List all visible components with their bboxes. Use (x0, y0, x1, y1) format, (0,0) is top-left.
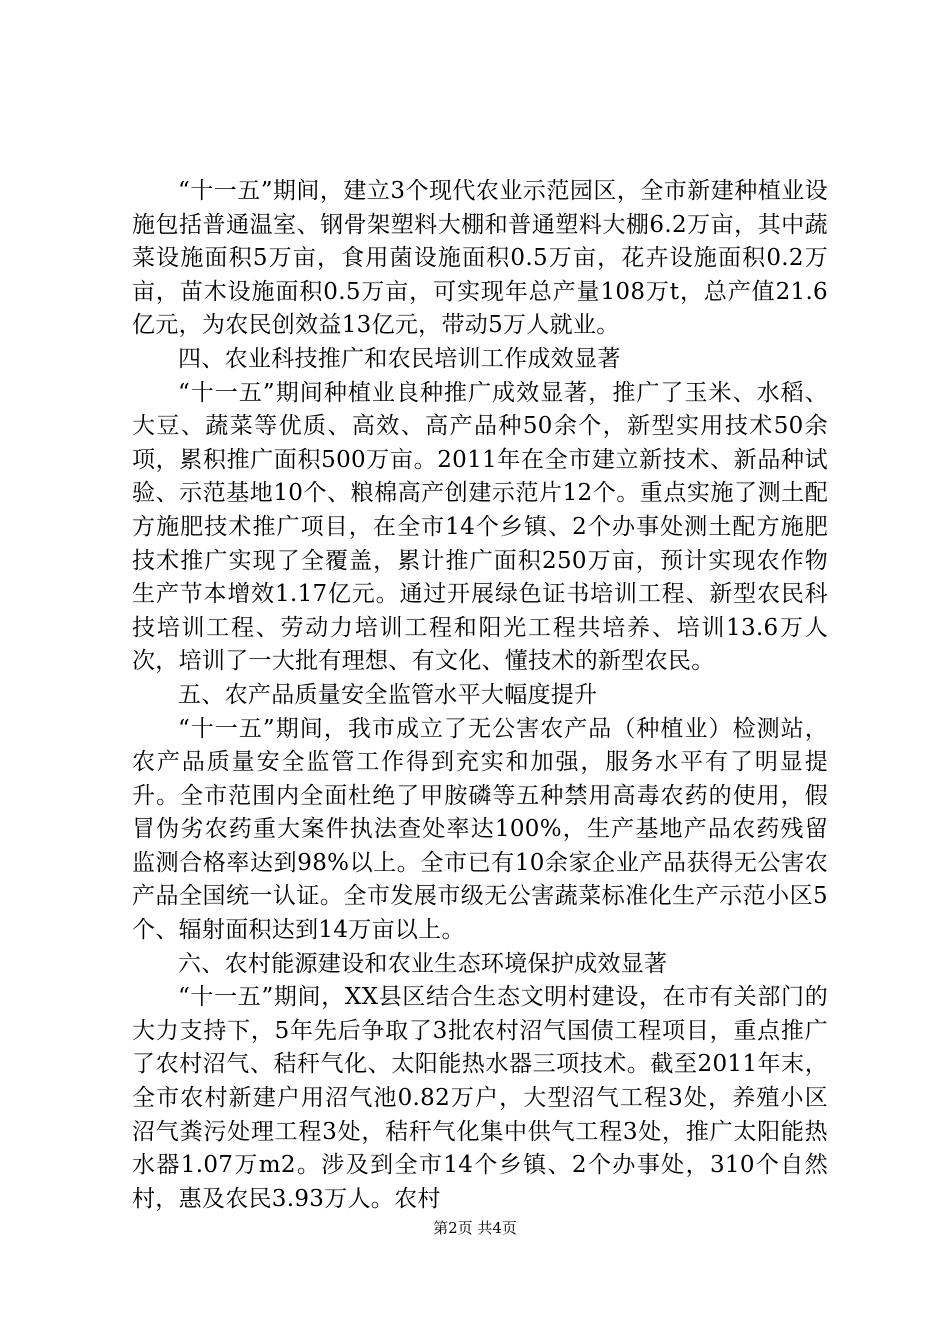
section-heading-tech-promotion: 四、农业科技推广和农民培训工作成效显著 (178, 345, 621, 372)
paragraph-rural-energy: “十一五”期间，XX县区结合生态文明村建设，在市有关部门的大力支持下，5年先后争取了3批农村沼气国债工程项目，重点推广了农村沼气、秸秆气化、太阳能热水器三项技术。截至2011年末，全市农村新建户用沼气池0.82万户，大型沼气工程3处，养殖小区沼气粪污处理工程3处，秸秆气化集中供气工程3处，推广太阳能热水器1.07万m2。涉及到全市14个乡镇、2个办事处，310个自然村，惠及农民3.93万人。农村 (132, 984, 828, 1212)
page-number-footer: 第2页 共4页 (433, 1219, 517, 1237)
paragraph-facility-agriculture: “十一五”期间，建立3个现代农业示范园区，全市新建种植业设施包括普通温室、钢骨架塑料大棚和普通塑料大棚6.2万亩，其中蔬菜设施面积5万亩，食用菌设施面积0.5万亩，花卉设施面积0.2万亩，苗木设施面积0.5万亩，可实现年总产量108万t，总产值21.6亿元，为农民创效益13亿元，带动5万人就业。 (132, 178, 828, 339)
document-body (132, 175, 828, 1216)
section-heading-quality-safety: 五、农产品质量安全监管水平大幅度提升 (178, 681, 598, 708)
section-heading-rural-energy: 六、农村能源建设和农业生态环境保护成效显著 (178, 950, 668, 977)
paragraph-quality-safety: “十一五”期间，我市成立了无公害农产品（种植业）检测站，农产品质量安全监管工作得到充实和加强，服务水平有了明显提升。全市范围内全面杜绝了甲胺磷等五种禁用高毒农药的使用，假冒伪劣农药重大案件执法查处率达100%，生产基地产品农药残留监测合格率达到98%以上。全市已有10余家企业产品获得无公害农产品全国统一认证。全市发展市级无公害蔬菜标准化生产示范小区5个、辐射面积达到14万亩以上。 (132, 715, 828, 944)
paragraph-tech-promotion: “十一五”期间种植业良种推广成效显著，推广了玉米、水稻、大豆、蔬菜等优质、高效、高产品种50余个，新型实用技术50余项，累积推广面积500万亩。2011年在全市建立新技术、新品种试验、示范基地10个、粮棉高产创建示范片12个。重点实施了测土配方施肥技术推广项目，在全市14个乡镇、2个办事处测土配方施肥技术推广实现了全覆盖，累计推广面积250万亩，预计实现农作物生产节本增效1.17亿元。通过开展绿色证书培训工程、新型农民科技培训工程、劳动力培训工程和阳光工程共培养、培训13.6万人次，培训了一大批有理想、有文化、懂技术的新型农民。 (132, 379, 828, 675)
